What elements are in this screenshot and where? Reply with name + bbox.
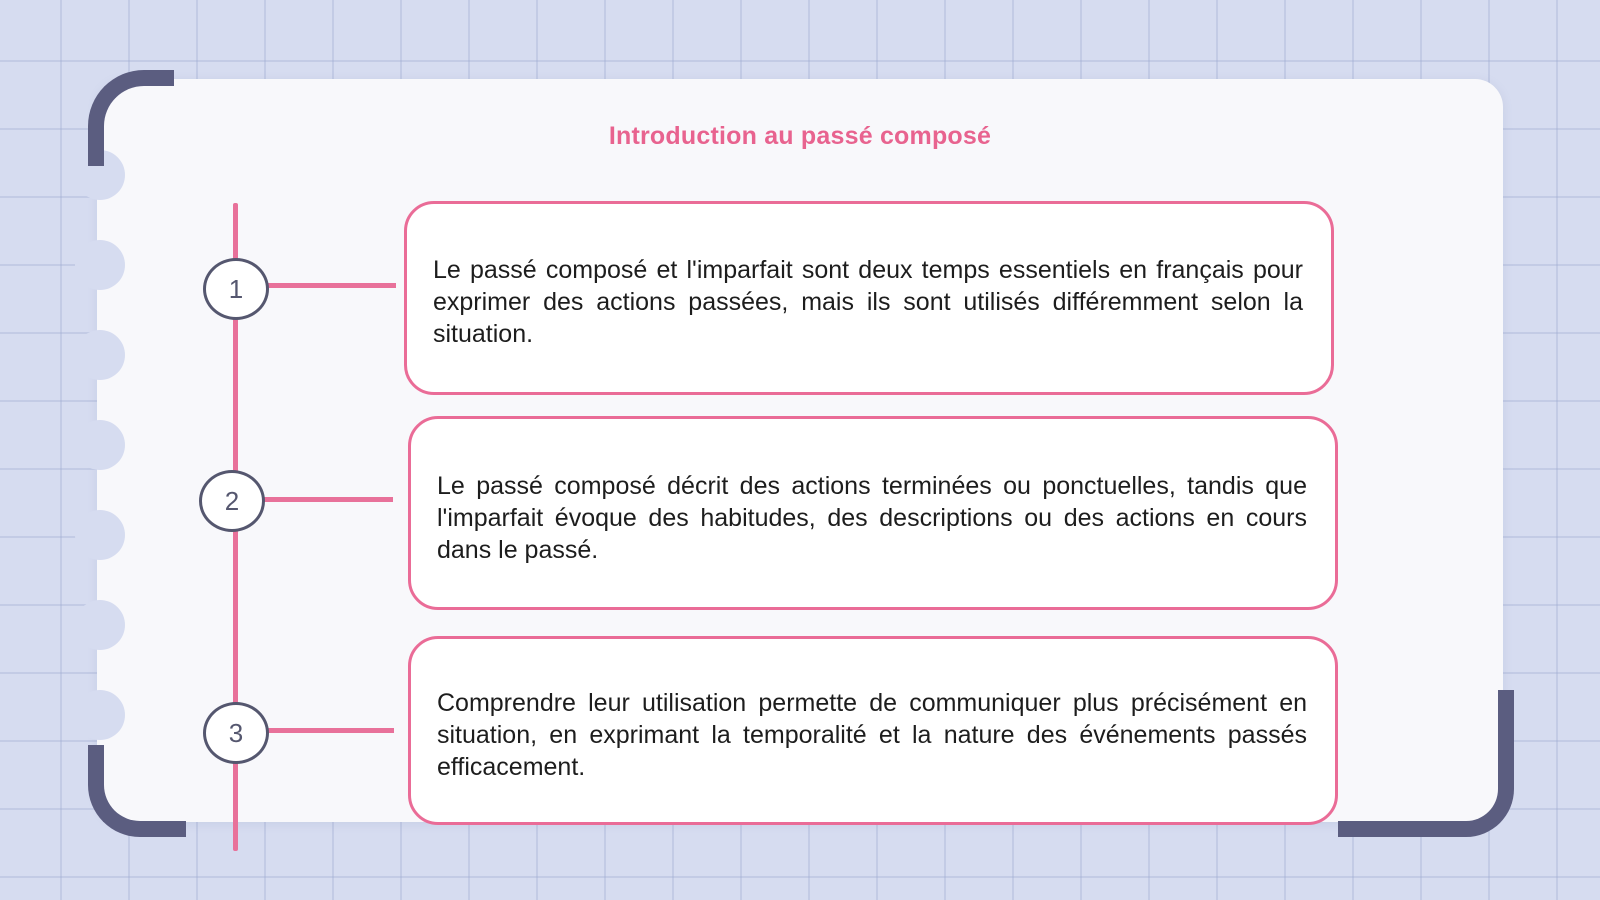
step-number-circle [199, 470, 265, 532]
paper-scallop [75, 600, 125, 650]
step-card-1 [404, 201, 1334, 395]
step-card-2 [408, 416, 1338, 610]
slide-title: Introduction au passé composé [608, 122, 992, 150]
step-number: 3 [228, 717, 244, 748]
step-number: 2 [224, 485, 240, 516]
paper-scallop [75, 330, 125, 380]
corner-bracket-bottom-right [1338, 690, 1514, 837]
paper-scallop [75, 510, 125, 560]
step-card-text: Le passé composé décrit des actions terminées ou ponctuelles, tandis que l'imparfait évoque des habitudes, des descriptions ou des actions en cours dans le passé. [437, 472, 1307, 564]
timeline-connector [263, 497, 393, 502]
step-card-text: Le passé composé et l'imparfait sont deux temps essentiels en français pour exprimer des actions passées, mais ils sont utilisés différemment selon la situation. [433, 256, 1303, 348]
timeline-connector [266, 283, 396, 288]
step-card-text: Comprendre leur utilisation permette de communiquer plus précisément en situation, en exprimant la temporalité et la nature des événements passés efficacement. [437, 689, 1307, 781]
paper-scallop [75, 420, 125, 470]
corner-bracket-top-left [88, 70, 174, 166]
step-number-circle [203, 702, 269, 764]
paper-scallop [75, 240, 125, 290]
corner-bracket-bottom-left [88, 745, 186, 837]
timeline-connector [266, 728, 394, 733]
step-number: 1 [228, 273, 244, 304]
step-number-circle [203, 258, 269, 320]
paper-scallop [75, 690, 125, 740]
step-card-3 [408, 636, 1338, 825]
